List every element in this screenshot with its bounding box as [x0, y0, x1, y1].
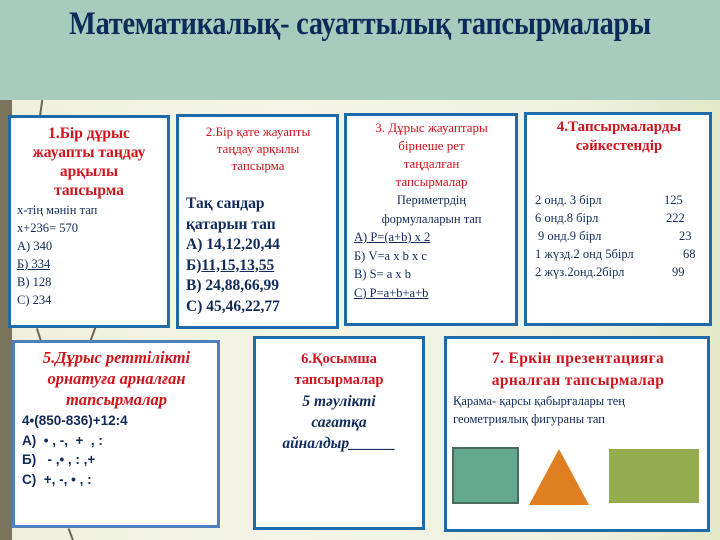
match-right: 125: [664, 193, 683, 207]
expression-text: 4•(850-836)+12:4: [22, 413, 128, 428]
option-a: А) • , -, + , :: [22, 432, 103, 448]
task-text: 5 тәулікті: [302, 393, 376, 410]
card-title-line: 7. Еркін презентацияға: [491, 350, 665, 367]
triangle-shape: [529, 449, 589, 505]
card-title-line: тапсырмалар: [294, 372, 384, 388]
option-b-value: 11,15,13,55: [201, 256, 275, 274]
match-left: 2 онд. 3 бірл: [535, 193, 602, 207]
option-b: [186, 256, 330, 277]
option-d: С) 45,46,22,77: [186, 297, 280, 315]
match-right: 99: [672, 265, 685, 279]
option-c: В) 128: [17, 275, 52, 289]
match-right: 222: [666, 211, 685, 225]
match-row: [535, 245, 703, 263]
card-title-line: арналған тапсырмалар: [491, 372, 665, 389]
task-card-single-choice: [8, 115, 170, 328]
task-text: сағатқа: [311, 414, 367, 431]
match-row: [535, 263, 703, 281]
task-card-additional: [253, 336, 425, 530]
task-card-wrong-choice: [176, 114, 339, 329]
card-title-line: 1.Бір дұрыс: [48, 125, 130, 142]
task-text: айналдыр______: [282, 435, 396, 452]
option-c: В) 24,88,66,99: [186, 277, 279, 294]
card-title-line: тапсырмалар: [395, 174, 468, 189]
card-title-line: 6.Қосымша: [301, 351, 377, 367]
match-right: 68: [683, 247, 696, 261]
card-title-line: жауапты таңдау: [32, 144, 146, 161]
question-text: Тақ сандар: [186, 195, 265, 212]
match-left: 9 онд.9 бірл: [538, 229, 602, 243]
question-text: қатарын тап: [186, 215, 276, 233]
match-left: 2 жүз.2онд.2бірл: [535, 265, 625, 279]
card-title-line: тапсырмалар: [66, 390, 167, 409]
card-title-line: тапсырма: [54, 182, 124, 199]
option-b: Б) - ,• , : ,+: [22, 452, 96, 467]
card-title-line: тапсырма: [231, 158, 285, 173]
question-text: Периметрдің: [396, 193, 467, 207]
card-title-line: таңдау арқылы: [216, 141, 300, 156]
card-title-line: орнатуға арналған: [47, 369, 186, 388]
slide-title: Математикалық- сауаттылық тапсырмалары: [69, 6, 651, 42]
card-title-line: 2.Бір қате жауапты: [205, 124, 311, 139]
card-title-line: 5.Дұрыс реттілікті: [42, 348, 191, 367]
match-left: 1 жүзд.2 онд 5бірл: [535, 247, 634, 261]
option-b: Б) V=a x b x c: [354, 248, 427, 263]
match-row: [535, 191, 703, 209]
match-row: [535, 209, 703, 227]
option-a-correct: А) Р=(a+b) х 2: [354, 230, 431, 244]
rectangle-shape: [609, 449, 699, 503]
match-right: 23: [679, 229, 692, 243]
option-d: С) 234: [17, 293, 52, 307]
card-title-line: арқылы: [59, 163, 119, 180]
task-text: геометриялық фигураны тап: [453, 412, 605, 426]
square-shape: [452, 447, 519, 504]
option-b-label: Б): [186, 256, 202, 274]
task-card-matching: [524, 112, 712, 326]
option-b-correct: Б) 334: [17, 257, 51, 271]
option-a: А) 340: [17, 239, 53, 253]
equation-text: х+236= 570: [17, 221, 78, 235]
card-title-line: 3. Дұрыс жауаптары: [375, 120, 488, 135]
card-title-line: 4.Тапсырмаларды: [556, 119, 682, 135]
option-d-correct: С) Р=a+b+a+b: [354, 285, 429, 300]
match-left: 6 онд.8 бірл: [535, 211, 599, 225]
task-card-free-presentation: [444, 336, 710, 532]
task-text: Қарама- қарсы қабырғалары тең: [453, 394, 625, 408]
task-card-multi-choice: [344, 113, 518, 326]
card-title-line: таңдалған: [403, 156, 460, 171]
card-title-line: бірнеше рет: [398, 138, 465, 153]
option-c: С) +, -, • , :: [22, 471, 92, 487]
question-text: х-тің мәнін тап: [17, 203, 98, 217]
match-row: [535, 227, 703, 245]
card-title-line: сәйкестендір: [575, 138, 663, 154]
option-c: В) S= a x b: [354, 267, 412, 281]
option-a: А) 14,12,20,44: [186, 236, 280, 253]
task-card-ordering: [12, 340, 220, 528]
question-text: формулаларын тап: [381, 211, 482, 226]
